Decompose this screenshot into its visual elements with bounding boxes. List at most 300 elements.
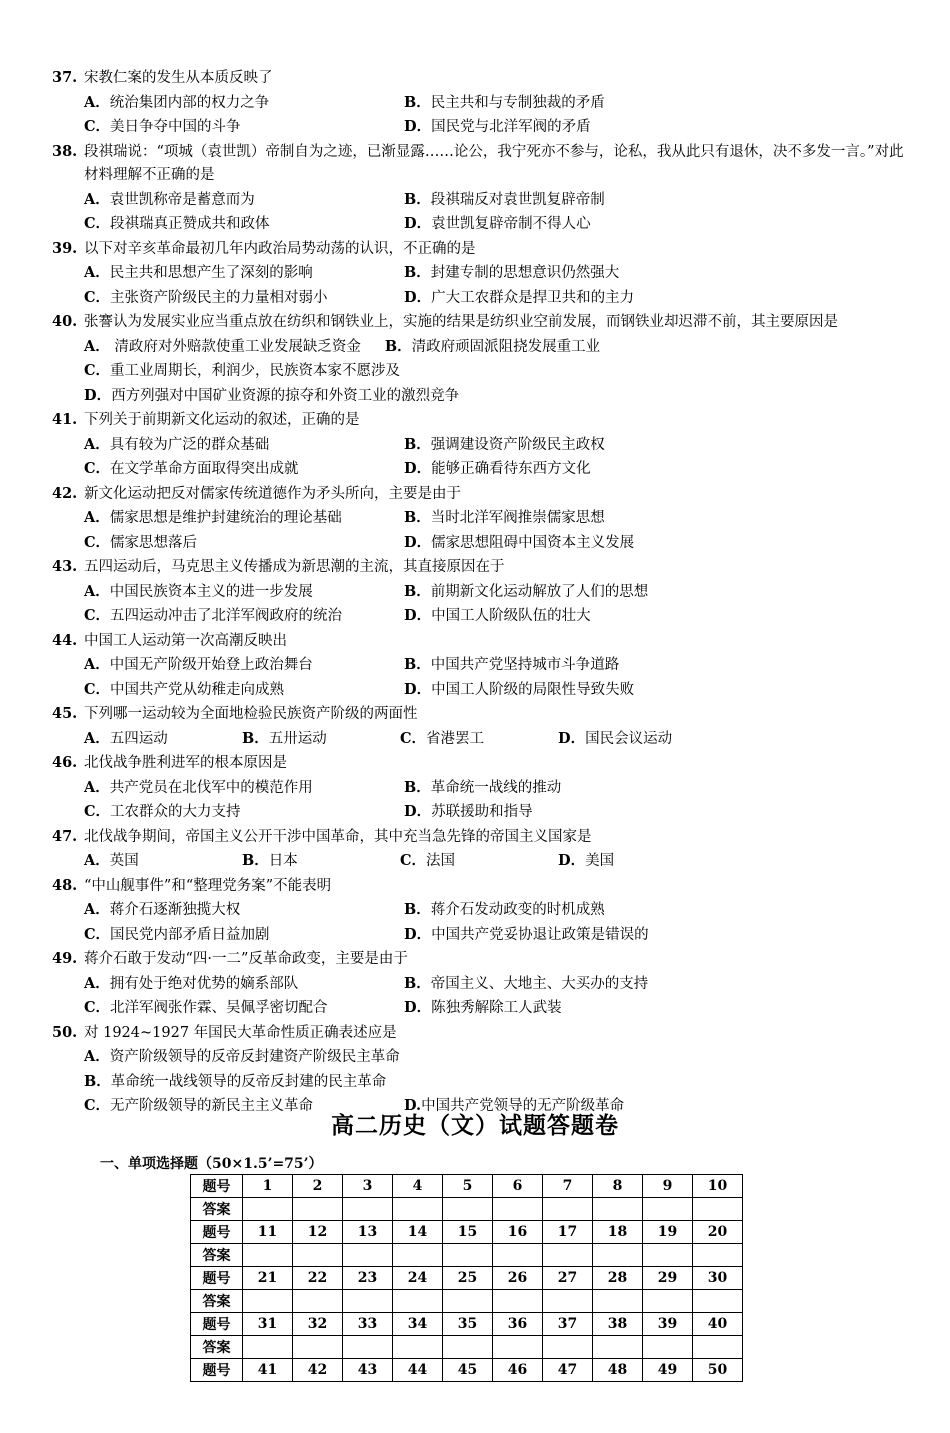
- answer-cell[interactable]: [643, 1336, 693, 1359]
- question-number-cell: 45: [443, 1359, 493, 1382]
- option-letter: A．: [84, 1048, 110, 1065]
- answer-cell[interactable]: [593, 1336, 643, 1359]
- option-letter: B．: [404, 656, 431, 673]
- option-text: 具有较为广泛的群众基础: [109, 436, 270, 453]
- answer-cell[interactable]: [493, 1290, 543, 1313]
- answer-cell[interactable]: [393, 1336, 443, 1359]
- option-letter: C．: [84, 607, 111, 624]
- answer-cell[interactable]: [443, 1244, 493, 1267]
- question-stem: [52, 408, 912, 433]
- answer-option: [84, 653, 404, 678]
- question: [52, 237, 912, 311]
- answer-cell[interactable]: [243, 1336, 293, 1359]
- question-number-cell: 6: [493, 1175, 543, 1198]
- answer-cell[interactable]: [693, 1198, 743, 1221]
- answer-cell[interactable]: [293, 1198, 343, 1221]
- option-text: 国民党内部矛盾日益加剧: [110, 926, 270, 943]
- option-text: 蒋介石发动政变的时机成熟: [430, 902, 605, 918]
- question-number: 47.: [52, 827, 78, 845]
- answer-option: [400, 727, 558, 752]
- row-label-number: 题号: [191, 1267, 243, 1290]
- answer-option: [404, 188, 724, 213]
- option-text: 中国工人阶级的局限性导致失败: [431, 681, 635, 698]
- option-text: 民主共和与专制独裁的矛盾: [430, 94, 605, 111]
- option-text: 广大工农群众是捍卫共和的主力: [431, 289, 635, 306]
- question-number-cell: 11: [243, 1221, 293, 1244]
- question-number-cell: 46: [493, 1359, 543, 1382]
- question: [52, 140, 912, 237]
- answer-option: [84, 923, 404, 948]
- question: [52, 702, 912, 751]
- row-label-number: 题号: [191, 1313, 243, 1336]
- option-letter: C．: [400, 729, 427, 747]
- answer-cell[interactable]: [293, 1244, 343, 1267]
- option-text: 袁世凯复辟帝制不得人心: [431, 216, 591, 232]
- option-letter: D．: [404, 999, 432, 1016]
- answer-option: [84, 261, 404, 286]
- row-label-answer: 答案: [191, 1198, 243, 1221]
- question-number-cell: 48: [593, 1359, 643, 1382]
- option-text: 日本: [268, 853, 298, 869]
- answer-cell[interactable]: [543, 1244, 593, 1267]
- question-number-cell: 5: [443, 1175, 493, 1198]
- question-list: [52, 66, 912, 1119]
- option-text: 段祺瑞反对袁世凯复辟帝制: [430, 191, 605, 208]
- option-letter: D．: [404, 607, 432, 624]
- answer-option: [84, 286, 404, 311]
- option-letter: D．: [404, 460, 432, 477]
- answer-option: [404, 91, 724, 116]
- answer-option: [84, 212, 404, 237]
- option-letter: B．: [404, 974, 431, 992]
- option-text: 中国共产党从幼稚走向成熟: [110, 681, 285, 698]
- option-letter: A．: [84, 190, 110, 208]
- option-letter: B．: [404, 190, 431, 208]
- answer-cell[interactable]: [543, 1336, 593, 1359]
- option-letter: B．: [404, 582, 431, 600]
- question-stem: [52, 874, 912, 899]
- question-number-cell: 49: [643, 1359, 693, 1382]
- answer-cell[interactable]: [693, 1244, 743, 1267]
- option-text: 国民会议运动: [585, 730, 673, 747]
- option-letter: C．: [84, 215, 111, 232]
- question-number-cell: 17: [543, 1221, 593, 1244]
- question-text: “中山舰事件”和“整理党务案”不能表明: [84, 877, 332, 894]
- answer-row: [191, 1244, 743, 1267]
- answer-option: [404, 261, 724, 286]
- question: [52, 482, 912, 556]
- question-stem: [52, 825, 912, 850]
- option-letter: A．: [84, 93, 110, 111]
- answer-cell[interactable]: [243, 1290, 293, 1313]
- option-letter: D．: [404, 925, 432, 943]
- question-number-cell: 22: [293, 1267, 343, 1290]
- answer-option: [385, 335, 600, 360]
- option-letter: B．: [404, 435, 431, 453]
- question-number-cell: 8: [593, 1175, 643, 1198]
- answer-option: [404, 457, 724, 482]
- option-text: 美日争夺中国的斗争: [110, 119, 241, 135]
- answer-cell[interactable]: [243, 1198, 293, 1221]
- option-letter: D．: [404, 680, 432, 698]
- question-text: 中国工人运动第一次高潮反映出: [84, 632, 287, 649]
- question-number: 43.: [52, 558, 78, 575]
- option-text: 西方列强对中国矿业资源的掠夺和外资工业的激烈竞争: [111, 387, 460, 404]
- option-letter: A．: [84, 435, 110, 453]
- option-text: 革命统一战线的推动: [430, 779, 562, 796]
- answer-cell[interactable]: [543, 1290, 593, 1313]
- question-stem: [52, 310, 912, 335]
- answer-option: [84, 727, 242, 752]
- option-letter: A．: [84, 778, 110, 796]
- question-number: 42.: [52, 484, 78, 502]
- question-number-cell: 42: [293, 1359, 343, 1382]
- question-text: 北伐战争胜利进军的根本原因是: [84, 755, 287, 771]
- option-text: 苏联援助和指导: [431, 804, 533, 820]
- question-number-cell: 25: [443, 1267, 493, 1290]
- answer-option: [404, 580, 724, 605]
- question-stem: [52, 702, 912, 727]
- answer-option: [404, 506, 724, 531]
- question-number-cell: 27: [543, 1267, 593, 1290]
- option-text: 强调建设资产阶级民主政权: [430, 436, 605, 453]
- option-text: 五四运动: [109, 730, 168, 747]
- option-letter: B．: [404, 778, 431, 796]
- question-number-cell: 21: [243, 1267, 293, 1290]
- question-text: 张謇认为发展实业应当重点放在纺织和钢铁业上，实施的结果是纺织业空前发展，而钢铁业却迟滞不前，其主要原因是: [84, 314, 838, 330]
- question-text: 北伐战争期间，帝国主义公开干涉中国革命，其中充当急先锋的帝国主义国家是: [84, 828, 592, 845]
- answer-cell[interactable]: [643, 1244, 693, 1267]
- option-text: 北洋军阀张作霖、吴佩孚密切配合: [110, 1000, 328, 1016]
- question-number-cell: 24: [393, 1267, 443, 1290]
- option-text: 袁世凯称帝是蓄意而为: [109, 191, 255, 208]
- question: [52, 66, 912, 140]
- option-letter: A．: [84, 582, 110, 600]
- option-letter: D.: [404, 1097, 422, 1114]
- row-label-number: 题号: [191, 1359, 243, 1382]
- question-number-cell: 37: [543, 1313, 593, 1336]
- option-text: 英国: [109, 853, 139, 869]
- option-text: 中国工人阶级队伍的壮大: [431, 608, 591, 624]
- question-number-cell: 50: [693, 1359, 743, 1382]
- answer-cell[interactable]: [493, 1244, 543, 1267]
- question-number-cell: 35: [443, 1313, 493, 1336]
- answer-cell[interactable]: [593, 1198, 643, 1221]
- answer-option: [84, 457, 404, 482]
- option-text: 中国无产阶级开始登上政治舞台: [109, 657, 313, 673]
- answer-option: [84, 776, 404, 801]
- option-letter: D．: [404, 533, 432, 551]
- question-number-cell: 32: [293, 1313, 343, 1336]
- option-text: 能够正确看待东西方文化: [431, 461, 591, 477]
- question-stem: [52, 237, 912, 262]
- answer-cell[interactable]: [393, 1290, 443, 1313]
- option-letter: B．: [242, 852, 269, 869]
- answer-option: [84, 972, 404, 997]
- question-number-cell: 23: [343, 1267, 393, 1290]
- option-letter: D．: [558, 852, 586, 869]
- question-stem: [52, 1021, 912, 1046]
- question-number-cell: 28: [593, 1267, 643, 1290]
- answer-option: [84, 800, 404, 825]
- answer-cell[interactable]: [593, 1290, 643, 1313]
- answer-cell[interactable]: [243, 1244, 293, 1267]
- question-stem: [52, 751, 912, 776]
- row-label-number: 题号: [191, 1175, 243, 1198]
- question-number-cell: 7: [543, 1175, 593, 1198]
- option-text: 中国共产党妥协退让政策是错误的: [431, 926, 649, 943]
- option-letter: C．: [84, 118, 111, 135]
- option-letter: A．: [84, 264, 110, 281]
- question-number-cell: 34: [393, 1313, 443, 1336]
- answer-option: [404, 212, 724, 237]
- question-number-cell: 4: [393, 1175, 443, 1198]
- answer-option: [84, 898, 404, 923]
- answer-cell[interactable]: [443, 1198, 493, 1221]
- option-text: 民主共和思想产生了深刻的影响: [109, 265, 313, 281]
- number-row: [191, 1359, 743, 1382]
- answer-cell[interactable]: [543, 1198, 593, 1221]
- answer-sheet-title: 高二历史（文）试题答题卷: [331, 1113, 619, 1139]
- question-number-cell: 26: [493, 1267, 543, 1290]
- option-text: 段祺瑞真正赞成共和政体: [110, 216, 270, 232]
- option-letter: C．: [84, 460, 111, 477]
- answer-option: [404, 898, 724, 923]
- question-number-cell: 40: [693, 1313, 743, 1336]
- option-text: 主张资产阶级民主的力量相对弱小: [110, 289, 328, 306]
- question-text: 段祺瑞说：“项城（袁世凯）帝制自为之迹，已渐显露……论公，我宁死亦不参与，论私，我从此只有退休，决不多发一言。”对此材料理解不正确的是: [84, 143, 904, 183]
- question-stem: [52, 947, 912, 972]
- option-text: 省港罢工: [426, 730, 485, 747]
- answer-cell[interactable]: [493, 1198, 543, 1221]
- question: [52, 874, 912, 948]
- question-stem: [52, 482, 912, 507]
- question-stem: [52, 66, 912, 91]
- answer-cell[interactable]: [693, 1336, 743, 1359]
- answer-option: [242, 849, 400, 874]
- question-number-cell: 41: [243, 1359, 293, 1382]
- row-label-answer: 答案: [191, 1336, 243, 1359]
- answer-option: [84, 335, 361, 360]
- question-text: 五四运动后，马克思主义传播成为新思潮的主流，其直接原因在于: [84, 559, 505, 575]
- option-letter: D．: [558, 729, 586, 747]
- question-number-cell: 31: [243, 1313, 293, 1336]
- answer-option: [558, 849, 716, 874]
- answer-option: [404, 653, 724, 678]
- option-text: 儒家思想是维护封建统治的理论基础: [109, 510, 342, 526]
- answer-option: [84, 1045, 912, 1070]
- answer-table: [190, 1174, 743, 1382]
- option-letter: B．: [404, 509, 431, 526]
- question-number-cell: 29: [643, 1267, 693, 1290]
- option-text: 工农群众的大力支持: [110, 804, 241, 820]
- row-label-answer: 答案: [191, 1244, 243, 1267]
- answer-cell[interactable]: [343, 1244, 393, 1267]
- answer-option: [404, 286, 724, 311]
- answer-cell[interactable]: [443, 1336, 493, 1359]
- question-number-cell: 1: [243, 1175, 293, 1198]
- option-letter: B．: [84, 1072, 111, 1090]
- option-letter: C．: [84, 925, 111, 943]
- question-number-cell: 43: [343, 1359, 393, 1382]
- question-number-cell: 16: [493, 1221, 543, 1244]
- question-number-cell: 18: [593, 1221, 643, 1244]
- question-number-cell: 19: [643, 1221, 693, 1244]
- answer-cell[interactable]: [293, 1336, 343, 1359]
- question-number-cell: 20: [693, 1221, 743, 1244]
- question-number-cell: 2: [293, 1175, 343, 1198]
- option-letter: C．: [400, 852, 427, 869]
- answer-option: [84, 384, 912, 409]
- answer-option: [84, 580, 404, 605]
- option-letter: D．: [404, 215, 432, 232]
- answer-option: [84, 849, 242, 874]
- option-text: 儒家思想阻碍中国资本主义发展: [431, 534, 635, 551]
- question-number-cell: 39: [643, 1313, 693, 1336]
- number-row: [191, 1267, 743, 1290]
- answer-option: [84, 91, 404, 116]
- option-text: 蒋介石逐渐独揽大权: [109, 902, 241, 918]
- answer-cell[interactable]: [293, 1290, 343, 1313]
- option-text: 革命统一战线领导的反帝反封建的民主革命: [110, 1073, 387, 1090]
- answer-option: [558, 727, 716, 752]
- question-number: 45.: [52, 705, 78, 722]
- option-text: 当时北洋军阀推崇儒家思想: [430, 510, 605, 526]
- question-text: 蒋介石敢于发动“四·一二”反革命政变，主要是由于: [84, 951, 408, 967]
- option-text: 统治集团内部的权力之争: [109, 94, 270, 111]
- answer-option: [242, 727, 400, 752]
- question-number: 48.: [52, 876, 78, 894]
- answer-option: [404, 972, 724, 997]
- option-text: 儒家思想落后: [110, 534, 198, 551]
- question-text: 下列哪一运动较为全面地检验民族资产阶级的两面性: [84, 706, 418, 722]
- option-letter: C．: [84, 288, 111, 306]
- answer-option: [84, 531, 404, 556]
- answer-option: [84, 604, 404, 629]
- answer-option: [404, 776, 724, 801]
- question-text: 下列关于前期新文化运动的叙述，正确的是: [84, 412, 360, 428]
- answer-cell[interactable]: [393, 1198, 443, 1221]
- option-letter: A．: [84, 729, 110, 747]
- answer-cell[interactable]: [693, 1290, 743, 1313]
- option-text: 美国: [585, 853, 615, 869]
- answer-cell[interactable]: [593, 1244, 643, 1267]
- option-text: 清政府顽固派阻挠发展重工业: [411, 338, 601, 355]
- question-text: 对 1924~1927 年国民大革命性质正确表述应是: [84, 1024, 397, 1041]
- question: [52, 408, 912, 482]
- option-text: 清政府对外赔款使重工业发展缺乏资金: [109, 338, 361, 355]
- option-text: 法国: [426, 853, 456, 869]
- answer-option: [404, 433, 724, 458]
- question-text: 以下对辛亥革命最初几年内政治局势动荡的认识，不正确的是: [84, 240, 476, 257]
- question-stem: [52, 555, 912, 580]
- question-number: 46.: [52, 754, 78, 771]
- answer-cell[interactable]: [643, 1290, 693, 1313]
- answer-option: [404, 923, 724, 948]
- answer-option: [404, 800, 724, 825]
- option-letter: C．: [84, 533, 111, 551]
- question-number: 39.: [52, 239, 78, 257]
- question-number-cell: 36: [493, 1313, 543, 1336]
- option-letter: D．: [84, 386, 112, 404]
- question-number-cell: 33: [343, 1313, 393, 1336]
- option-letter: A．: [84, 974, 110, 992]
- option-text: 封建专制的思想意识仍然强大: [430, 265, 620, 281]
- question: [52, 825, 912, 874]
- answer-option: [84, 359, 912, 384]
- question-number-cell: 30: [693, 1267, 743, 1290]
- question-number-cell: 38: [593, 1313, 643, 1336]
- question: [52, 629, 912, 703]
- answer-option: [84, 1070, 912, 1095]
- question-text: 新文化运动把反对儒家传统道德作为矛头所向，主要是由于: [84, 485, 461, 502]
- question-number-cell: 44: [393, 1359, 443, 1382]
- option-letter: B．: [404, 93, 431, 111]
- answer-option: [84, 506, 404, 531]
- question: [52, 751, 912, 825]
- question-number: 38.: [52, 142, 78, 160]
- answer-option: [404, 115, 724, 140]
- option-text: 中国民族资本主义的进一步发展: [109, 583, 313, 600]
- option-letter: A．: [84, 656, 110, 673]
- option-letter: B．: [384, 337, 412, 355]
- option-text: 无产阶级领导的新民主主义革命: [110, 1098, 314, 1114]
- answer-cell[interactable]: [343, 1290, 393, 1313]
- answer-option: [84, 115, 404, 140]
- question: [52, 310, 912, 408]
- option-letter: C．: [84, 803, 111, 820]
- question-number-cell: 47: [543, 1359, 593, 1382]
- answer-option: [84, 996, 404, 1021]
- question: [52, 555, 912, 629]
- answer-option: [84, 433, 404, 458]
- row-label-number: 题号: [191, 1221, 243, 1244]
- answer-cell[interactable]: [343, 1198, 393, 1221]
- option-text: 五卅运动: [268, 730, 327, 747]
- answer-cell[interactable]: [343, 1336, 393, 1359]
- question-text: 宋教仁案的发生从本质反映了: [84, 70, 273, 86]
- number-row: [191, 1175, 743, 1198]
- number-row: [191, 1313, 743, 1336]
- answer-option: [404, 604, 724, 629]
- question-number-cell: 15: [443, 1221, 493, 1244]
- option-letter: D．: [404, 118, 432, 135]
- option-text: 中国共产党坚持城市斗争道路: [430, 657, 620, 673]
- question-number: 37.: [52, 69, 78, 86]
- answer-cell[interactable]: [643, 1198, 693, 1221]
- option-text: 在文学革命方面取得突出成就: [110, 461, 299, 477]
- option-letter: C．: [84, 999, 111, 1016]
- option-letter: B．: [404, 264, 431, 281]
- answer-option: [404, 678, 724, 703]
- answer-row: [191, 1336, 743, 1359]
- option-letter: A．: [84, 901, 110, 918]
- answer-cell[interactable]: [393, 1244, 443, 1267]
- question-stem: [52, 140, 912, 188]
- answer-cell[interactable]: [493, 1336, 543, 1359]
- option-letter: D．: [404, 288, 432, 306]
- option-text: 共产党员在北伐军中的模范作用: [109, 779, 313, 796]
- option-letter: A．: [84, 337, 110, 355]
- question-number: 44.: [52, 631, 78, 649]
- question-number-cell: 12: [293, 1221, 343, 1244]
- question-number-cell: 10: [693, 1175, 743, 1198]
- question-number: 50.: [52, 1023, 78, 1041]
- option-letter: B．: [404, 901, 431, 918]
- answer-cell[interactable]: [443, 1290, 493, 1313]
- answer-row: [191, 1290, 743, 1313]
- question-number-cell: 9: [643, 1175, 693, 1198]
